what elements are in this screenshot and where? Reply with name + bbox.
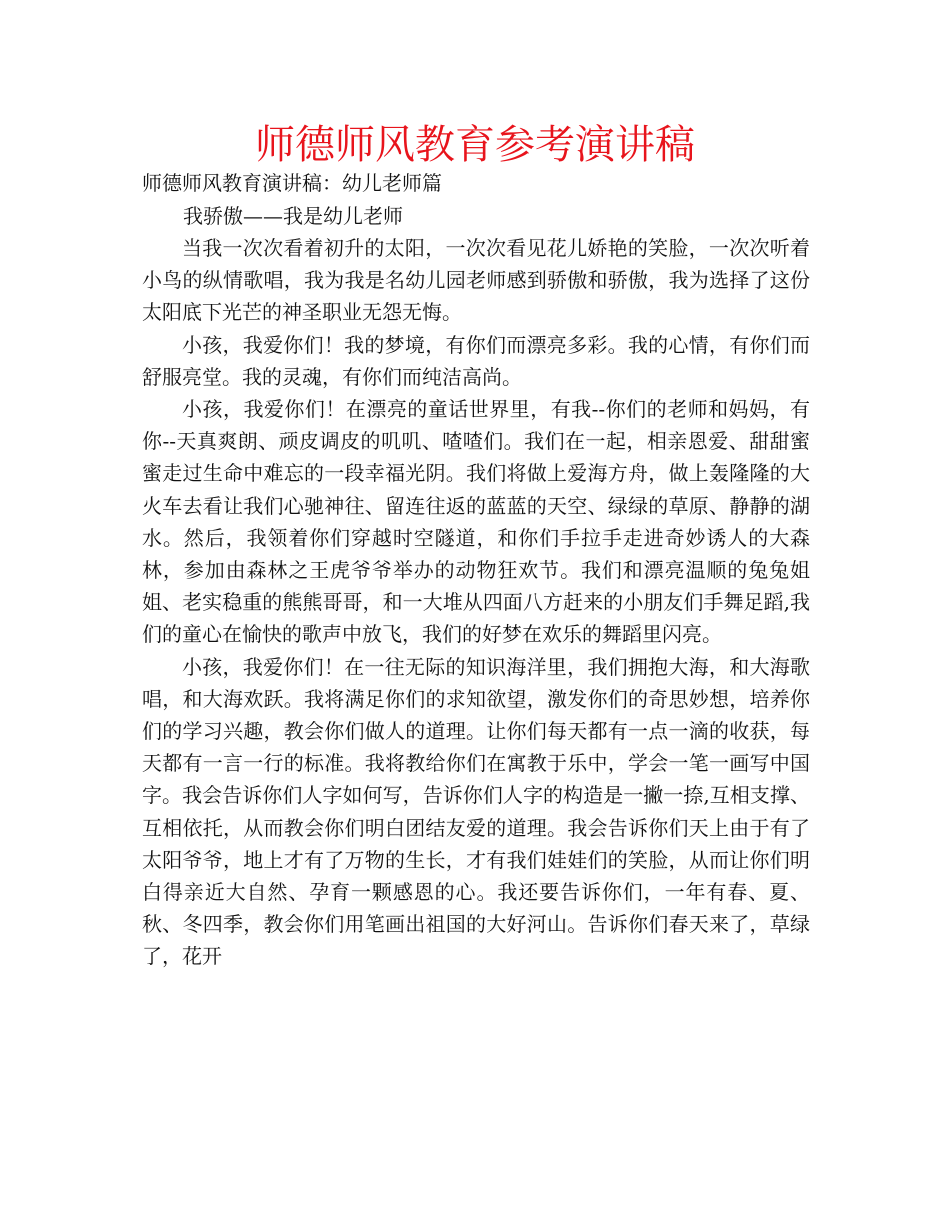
page-title: 师德师风教育参考演讲稿 [255,122,695,168]
body-text [142,232,810,973]
paragraph: 小孩，我爱你们！我的梦境，有你们而漂亮多彩。我的心情，有你们而舒服亮堂。我的灵魂，有你们而纯洁高尚。 [142,332,810,389]
paragraph: 小孩，我爱你们！在漂亮的童话世界里，有我--你们的老师和妈妈，有你--天真爽朗、顽皮调皮的叽叽、喳喳们。我们在一起，相亲恩爱、甜甜蜜蜜走过生命中难忘的一段幸福光阴。我们将做上爱海方舟，做上轰隆隆的大火车去看让我们心驰神往、留连往返的蓝蓝的天空、绿绿的草原、静静的湖水。然后，我领着你们穿越时空隧道，和你们手拉手走进奇妙诱人的大森林，参加由森林之王虎爷爷举办的动物狂欢节。我们和漂亮温顺的兔兔姐姐、老实稳重的熊熊哥哥，和一大堆从四面八方赶来的小朋友们手舞足蹈,我们的童心在愉快的歌声中放飞，我们的好梦在欢乐的舞蹈里闪亮。 [142,397,810,647]
paragraph: 当我一次次看着初升的太阳，一次次看见花儿娇艳的笑脸，一次次听着小鸟的纵情歌唱，我为我是名幼儿园老师感到骄傲和骄傲，我为选择了这份太阳底下光芒的神圣职业无怨无悔。 [142,236,810,325]
speech-heading: 我骄傲——我是幼儿老师 [183,204,403,228]
paragraph: 小孩，我爱你们！在一往无际的知识海洋里，我们拥抱大海，和大海歌唱，和大海欢跃。我将满足你们的求知欲望，激发你们的奇思妙想，培养你们的学习兴趣，教会你们做人的道理。让你们每天都有一点一滴的收获，每天都有一言一行的标准。我将教给你们在寓教于乐中，学会一笔一画写中国字。我会告诉你们人字如何写，告诉你们人字的构造是一撇一捺,互相支撑、互相依托，从而教会你们明白团结友爱的道理。我会告诉你们天上由于有了太阳爷爷，地上才有了万物的生长，才有我们娃娃们的笑脸，从而让你们明白得亲近大自然、孕育一颗感恩的心。我还要告诉你们，一年有春、夏、秋、冬四季，教会你们用笔画出祖国的大好河山。告诉你们春天来了，草绿了，花开 [142,654,810,969]
document-subtitle: 师德师风教育演讲稿：幼儿老师篇 [142,171,442,195]
